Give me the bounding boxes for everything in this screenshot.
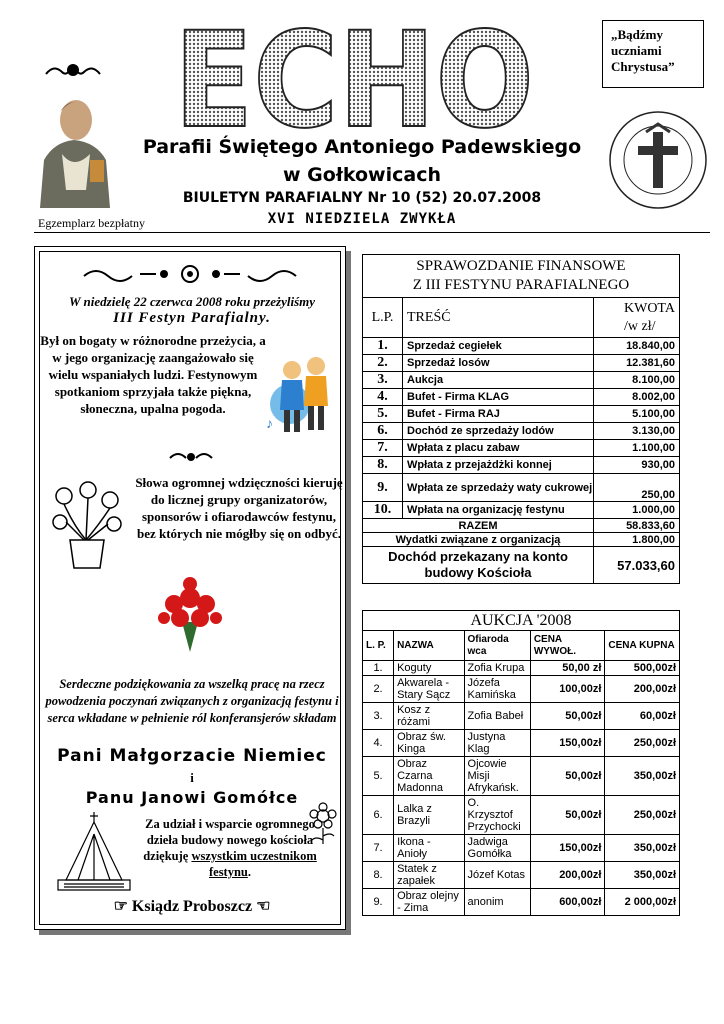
table-row [363, 796, 680, 835]
row-item-name: Obraz Czarna Madonna [394, 757, 464, 796]
expenses-row [363, 533, 680, 547]
row-amount: 12.381,60 [594, 355, 680, 372]
table-row [363, 502, 680, 519]
header-tresc: TREŚĆ [403, 298, 594, 338]
children-clipart-image [264, 348, 340, 438]
row-amount: 5.100,00 [594, 406, 680, 423]
row-donor: Józefa Kamińska [464, 676, 530, 703]
row-start-price: 50,00 zł [530, 661, 605, 676]
row-number: 3. [363, 372, 403, 389]
financial-report-title [363, 255, 680, 298]
total-amount: 58.833,60 [594, 519, 680, 533]
table-title-row [363, 611, 680, 631]
row-item-name: Ikona - Anioły [394, 835, 464, 862]
row-number: 6. [363, 423, 403, 440]
row-donor: O. Krzysztof Przychocki [464, 796, 530, 835]
signature-line [44, 896, 340, 916]
row-sold-price: 200,00zł [605, 676, 680, 703]
total-label: RAZEM [363, 519, 594, 533]
ornament-row-icon [80, 262, 300, 286]
row-item-name: Statek z zapałek [394, 862, 464, 889]
row-sold-price: 350,00zł [605, 862, 680, 889]
table-row [363, 372, 680, 389]
row-amount: 18.840,00 [594, 338, 680, 355]
header-lp: L. P. [363, 631, 394, 661]
final-thanks-paragraph [130, 816, 330, 880]
row-donor: Zofia Babeł [464, 703, 530, 730]
total-row [363, 519, 680, 533]
row-number: 4. [363, 389, 403, 406]
header-lp: L.P. [363, 298, 403, 338]
liturgical-sunday: XVI NIEDZIELA ZWYKŁA [267, 211, 457, 227]
parish-title: Parafii Świętego Antoniego Padewskiego [142, 136, 582, 158]
row-donor: Jadwiga Gomółka [464, 835, 530, 862]
financial-report-title-1: SPRAWOZDANIE FINANSOWE [416, 258, 626, 274]
row-number: 4. [363, 730, 394, 757]
row-item-name: Obraz św. Kinga [394, 730, 464, 757]
row-start-price: 100,00zł [530, 676, 605, 703]
table-row [363, 355, 680, 372]
row-start-price: 150,00zł [530, 835, 605, 862]
row-start-price: 200,00zł [530, 862, 605, 889]
pointing-hand-icon: ☜ [256, 898, 271, 915]
row-number: 6. [363, 796, 394, 835]
row-start-price: 50,00zł [530, 703, 605, 730]
pointing-hand-icon: ☞ [113, 898, 128, 915]
table-row [363, 703, 680, 730]
conjunction-text: i [190, 770, 194, 785]
row-amount: 1.000,00 [594, 502, 680, 519]
row-amount: 8.100,00 [594, 372, 680, 389]
motto-box: „Bądźmy uczniami Chrystusa” [602, 20, 704, 88]
church-drawing-image [54, 810, 134, 894]
emcee-thanks-paragraph: Serdeczne podziękowania za wszelką pracę na rzecz powodzenia poczynań związanych z organizacją festynu i serca wkładane w pełnienie ról konferansjerów składam [45, 677, 339, 725]
row-description: Sprzedaż losów [403, 355, 594, 372]
row-start-price: 50,00zł [530, 796, 605, 835]
net-amount: 57.033,60 [594, 547, 680, 584]
row-description: Bufet - Firma RAJ [403, 406, 594, 423]
table-row [363, 661, 680, 676]
row-description: Bufet - Firma KLAG [403, 389, 594, 406]
row-item-name: Kosz z różami [394, 703, 464, 730]
row-donor: Ojcowie Misji Afrykańsk. [464, 757, 530, 796]
row-number: 2. [363, 355, 403, 372]
net-label: Dochód przekazany na konto budowy Kościoła [363, 547, 594, 584]
saint-anthony-image [34, 90, 114, 208]
row-number: 1. [363, 661, 394, 676]
bulletin-number: BIULETYN PARAFIALNY Nr 10 (52) 20.07.2008 [182, 190, 542, 206]
row-number: 8. [363, 457, 403, 474]
row-item-name: Akwarela - Stary Sącz [394, 676, 464, 703]
row-donor: Zofia Krupa [464, 661, 530, 676]
table-row [363, 406, 680, 423]
header-sold-price: CENA KUPNA [605, 631, 680, 661]
row-description: Wpłata z placu zabaw [403, 440, 594, 457]
table-row [363, 440, 680, 457]
row-sold-price: 2 000,00zł [605, 889, 680, 916]
row-sold-price: 350,00zł [605, 835, 680, 862]
row-start-price: 150,00zł [530, 730, 605, 757]
final-thanks-text: Za udział i wsparcie ogromnego dzieła budowy nowego kościoła dziękuję [143, 817, 315, 863]
row-donor: Józef Kotas [464, 862, 530, 889]
row-item-name: Koguty [394, 661, 464, 676]
thanks-paragraph: Słowa ogromnej wdzięczności kieruję do licznej grupy organizatorów, sponsorów i ofiarodawców festynu, bez których nie mógłby się on odbyć. [135, 475, 343, 541]
row-amount: 1.100,00 [594, 440, 680, 457]
row-amount: 8.002,00 [594, 389, 680, 406]
row-start-price: 600,00zł [530, 889, 605, 916]
row-number: 5. [363, 406, 403, 423]
table-title-row [363, 255, 680, 298]
festival-article-box [34, 246, 346, 930]
table-row [363, 889, 680, 916]
row-start-price: 50,00zł [530, 757, 605, 796]
row-number: 9. [363, 889, 394, 916]
parish-seal-icon [606, 104, 710, 216]
header-divider [34, 232, 710, 233]
table-row [363, 457, 680, 474]
festival-name-suffix: . [266, 310, 271, 326]
row-amount: 930,00 [594, 457, 680, 474]
row-number: 7. [363, 835, 394, 862]
row-sold-price: 250,00zł [605, 796, 680, 835]
table-row [363, 757, 680, 796]
table-row [363, 474, 680, 502]
emcee-name-2: Panu Janowi Gomółce [85, 788, 299, 807]
flower-pot-icon [44, 476, 130, 572]
expenses-amount: 1.800,00 [594, 533, 680, 547]
svg-text:♪: ♪ [266, 417, 273, 432]
header-kwota-1: KWOTA [624, 300, 675, 316]
row-number: 9. [363, 474, 403, 502]
signature: Ksiądz Proboszcz [131, 898, 253, 915]
table-header-row [363, 298, 680, 338]
row-number: 3. [363, 703, 394, 730]
net-row [363, 547, 680, 584]
festival-name-line [42, 310, 342, 327]
parish-location: w Gołkowicach [283, 164, 441, 186]
header-kwota-2: /w zł/ [624, 318, 656, 334]
row-sold-price: 60,00zł [605, 703, 680, 730]
final-thanks-suffix: . [247, 865, 252, 879]
auction-title: AUKCJA '2008 [363, 611, 680, 631]
intro-paragraph: Był on bogaty w różnorodne przeżycia, a w jego organizację zaangażowało się wielu wspaniałych ludzi. Festynowym spotkaniom sprzyjała także piękna, słoneczna, upalna pogoda. [40, 333, 266, 416]
row-sold-price: 500,00zł [605, 661, 680, 676]
financial-report-title-2: Z III FESTYNU PARAFIALNEGO [412, 277, 630, 293]
echo-logo [168, 14, 540, 138]
echo-logo-text: ECHO [174, 14, 534, 138]
row-number: 10. [363, 502, 403, 519]
row-description: Dochód ze sprzedaży lodów [403, 423, 594, 440]
final-thanks-emphasis: wszystkim uczestnikom festynu [191, 849, 317, 879]
row-number: 8. [363, 862, 394, 889]
row-donor: Justyna Klag [464, 730, 530, 757]
row-item-name: Obraz olejny - Zima [394, 889, 464, 916]
table-row [363, 676, 680, 703]
row-number: 1. [363, 338, 403, 355]
ornament-divider-icon [168, 448, 214, 466]
row-item-name: Lalka z Brazyli [394, 796, 464, 835]
roses-bouquet-image [150, 574, 230, 654]
row-number: 5. [363, 757, 394, 796]
row-sold-price: 350,00zł [605, 757, 680, 796]
auction-table [362, 610, 680, 916]
table-row [363, 338, 680, 355]
row-donor: anonim [464, 889, 530, 916]
free-copy-label: Egzemplarz bezpłatny [38, 216, 145, 230]
row-amount: 3.130,00 [594, 423, 680, 440]
expenses-label: Wydatki związane z organizacją [363, 533, 594, 547]
festival-name: III Festyn Parafialny [113, 310, 267, 326]
table-row [363, 423, 680, 440]
row-description: Sprzedaż cegiełek [403, 338, 594, 355]
row-number: 2. [363, 676, 394, 703]
row-amount: 250,00 [594, 474, 680, 502]
row-description: Wpłata na organizację festynu [403, 502, 594, 519]
row-number: 7. [363, 440, 403, 457]
ornament-icon [44, 60, 102, 82]
header-name: NAZWA [394, 631, 464, 661]
emcee-name-1: Pani Małgorzacie Niemiec [57, 746, 327, 766]
financial-report-table [362, 254, 680, 584]
table-row [363, 862, 680, 889]
row-description: Aukcja [403, 372, 594, 389]
table-row [363, 389, 680, 406]
festival-article-inner [39, 251, 341, 925]
table-header-row [363, 631, 680, 661]
row-description: Wpłata ze sprzedaży waty cukrowej [403, 474, 594, 502]
row-description: Wpłata z przejażdżki konnej [403, 457, 594, 474]
table-row [363, 835, 680, 862]
header-kwota [594, 298, 680, 338]
header-start-price: CENA WYWOŁ. [530, 631, 605, 661]
header-donor: Ofiaroda wca [464, 631, 530, 661]
row-sold-price: 250,00zł [605, 730, 680, 757]
table-row [363, 730, 680, 757]
intro-date-text: W niedzielę 22 czerwca 2008 roku przeżyliśmy [68, 294, 316, 309]
